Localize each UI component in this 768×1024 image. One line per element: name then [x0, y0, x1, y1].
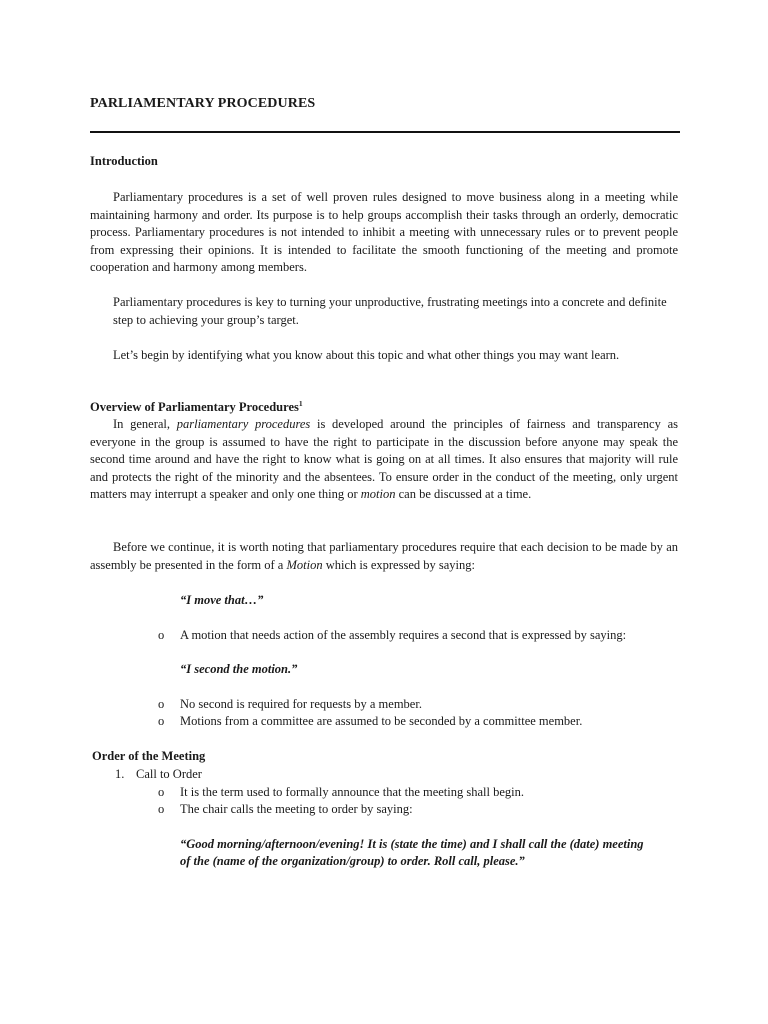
overview-p1-text-b: is developed around the principles of fairness and transparency as everyone in the group is assumed to have the right to participate in the discussion before anyone may speak the second time around and have the right to know what is going on at all times. It also ensures that majority will rule and protects the right of the minority and the absentees. To ensure order in the conduct of the meeting, only urgent matters may interrupt a speaker and only one thing or — [90, 417, 678, 501]
bullet-marker: o — [158, 628, 165, 642]
order-heading: Order of the Meeting — [92, 749, 206, 763]
bullet-marker: o — [158, 785, 165, 799]
list-item-call-to-order: Call to Order — [136, 767, 202, 781]
list-number: 1. — [115, 767, 125, 781]
introduction-paragraph-1: Parliamentary procedures is a set of well proven rules designed to move business along in a meeting while maintaining harmony and order. Its purpose is to help groups accomplish their tasks through an orderly, democratic process. Parliamentary procedures is not intended to inhibit a meeting with unnecessary rules or to prevent people from expressing their opinions. It is intended to facilitate the smooth functioning of the meeting and promote cooperation and harmony among members. — [90, 190, 678, 274]
introduction-paragraph-3: Let’s begin by identifying what you know about this topic and what other things you may want learn. — [113, 348, 620, 362]
overview-p1-text-a: In general, — [113, 417, 177, 431]
bullet-item-2: No second is required for requests by a member. — [180, 697, 422, 711]
overview-p1-emphasis-2: motion — [360, 487, 396, 501]
overview-p1-text-c: can be discussed at a time. — [395, 487, 532, 501]
page-title: PARLIAMENTARY PROCEDURES — [90, 96, 316, 111]
overview-heading-text: Overview of Parliamentary Procedures — [90, 400, 299, 414]
sub-item-1: It is the term used to formally announce that the meeting shall begin. — [180, 785, 525, 799]
call-to-order-quote-line-2: of the (name of the organization/group) to order. Roll call, please.” — [180, 854, 525, 868]
overview-p2-text-a: Before we continue, it is worth noting that parliamentary procedures require that each decision to be made by an assembly be presented in the form of a — [90, 540, 678, 572]
bullet-marker: o — [158, 697, 165, 711]
introduction-heading: Introduction — [90, 154, 158, 168]
bullet-item-3: Motions from a committee are assumed to be seconded by a committee member. — [180, 714, 583, 728]
bullet-marker: o — [158, 714, 165, 728]
footnote-marker: 1 — [298, 399, 303, 408]
overview-p2-emphasis: Motion — [286, 557, 323, 572]
bullet-item-1: A motion that needs action of the assembly requires a second that is expressed by saying: — [180, 628, 627, 642]
bullet-marker: o — [158, 802, 165, 816]
motion-quote-1: “I move that…” — [180, 593, 264, 607]
motion-quote-2: “I second the motion.” — [180, 662, 298, 676]
title-divider — [90, 131, 680, 133]
introduction-paragraph-2: Parliamentary procedures is key to turning your unproductive, frustrating meetings into a concrete and definite step to achieving your group’s target. — [113, 295, 667, 327]
overview-p1-emphasis: parliamentary procedures — [176, 417, 311, 431]
overview-paragraph-2 — [90, 539, 678, 574]
overview-paragraph-1 — [90, 416, 678, 504]
sub-item-2: The chair calls the meeting to order by saying: — [180, 802, 413, 816]
overview-heading — [90, 399, 303, 417]
call-to-order-quote-line-1: “Good morning/afternoon/evening! It is (state the time) and I shall call the (date) meeting — [180, 837, 644, 851]
overview-p2-text-b: which is expressed by saying: — [322, 557, 475, 572]
